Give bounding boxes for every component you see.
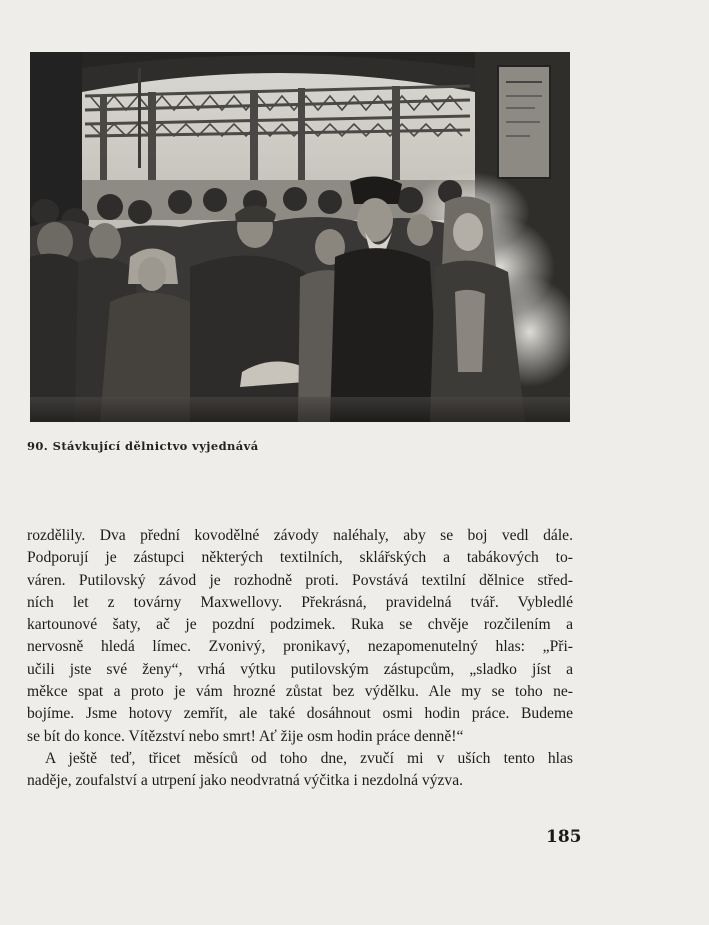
figure-title: Stávkující dělnictvo vyjednává	[52, 439, 259, 453]
text-line: nervosně hledá límec. Zvonivý, pronikavý, nezapomenutelný hlas: „Při-	[27, 638, 573, 656]
text-line: Podporují je zástupci některých textilních, sklářských a tabákových to-	[27, 549, 573, 567]
figure-number: 90.	[27, 439, 49, 453]
strike-illustration	[30, 52, 570, 422]
page-number: 185	[546, 827, 582, 847]
text-line: se bít do konce. Vítězství nebo smrt! Ať žije osm hodin práce denně!“	[27, 727, 464, 745]
text-line: měkce spat a proto je vám hrozné zůstat bez výdělku. Ale my se toho ne-	[27, 683, 573, 701]
text-line: bojíme. Jsme hotovy zemřít, ale také dosáhnout osmi hodin práce. Budeme	[27, 705, 573, 723]
text-line: naděje, zoufalství a utrpení jako neodvratná výčitka i nezdolná výzva.	[27, 772, 464, 790]
illustration-drawing	[30, 52, 570, 422]
text-line: kartounové šaty, ač je pozdní podzimek. Ruka se chvěje rozčilením a	[27, 616, 573, 634]
text-line: učili jste své ženy“, vrhá výtku putilovským zástupcům, „sladko jíst a	[27, 660, 573, 678]
text-line: ních let z továrny Maxwellovy. Překrásná, pravidelná tvář. Vybledlé	[27, 593, 573, 611]
figure-caption	[27, 439, 259, 453]
body-text	[27, 525, 573, 793]
paragraph	[27, 525, 573, 748]
text-line: A ještě teď, třicet měsíců od toho dne, zvučí mi v uších tento hlas	[45, 749, 573, 767]
paragraph	[27, 748, 573, 793]
text-line: váren. Putilovský závod je rozhodně proti. Povstává textilní dělnice střed-	[27, 571, 573, 589]
text-line: rozdělily. Dva přední kovodělné závody naléhaly, aby se boj vedl dále.	[27, 527, 573, 544]
